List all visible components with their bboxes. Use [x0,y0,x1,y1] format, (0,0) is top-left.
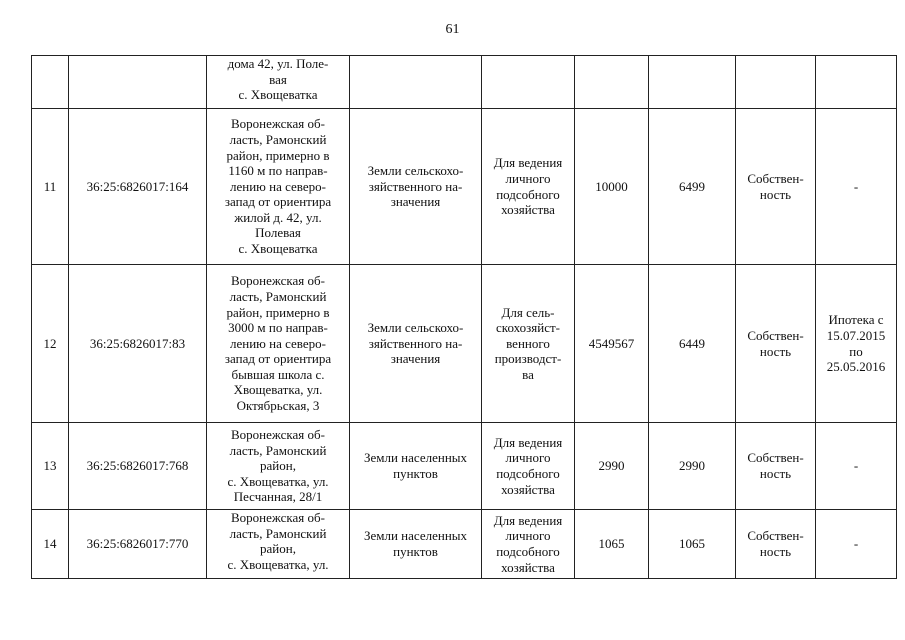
land-registry-table [31,55,897,579]
cell-address: Воронежская об- ласть, Рамонский район, с. Хвощеватка, ул. [207,510,350,579]
cell-use: Для ведения личного подсобного хозяйства [482,510,575,579]
cell-area: 4549567 [575,265,649,423]
cell-number: 14 [32,510,69,579]
cell-use: Для ведения личного подсобного хозяйства [482,109,575,265]
cell-encumbrance: Ипотека с 15.07.2015 по 25.05.2016 [816,265,897,423]
cell-use: Для ведения личного подсобного хозяйства [482,423,575,510]
cell-category: Земли населенных пунктов [350,510,482,579]
cell-value: 6499 [649,109,736,265]
cell-address: Воронежская об- ласть, Рамонский район, примерно в 1160 м по направ- лению на северо- запад от ориентира жилой д. 42, ул. Полевая с. Хвощеватка [207,109,350,265]
table-row [32,265,897,423]
cell-right: Собствен- ность [736,109,816,265]
cell-address: Воронежская об- ласть, Рамонский район, примерно в 3000 м по направ- лению на северо- запад от ориентира бывшая школа с. Хвощеватка, ул. Октябрьская, 3 [207,265,350,423]
cell-area: 10000 [575,109,649,265]
cell-value: 2990 [649,423,736,510]
cell-encumbrance: - [816,423,897,510]
cell-category: Земли сельскохо- зяйственного на- значения [350,265,482,423]
table-row [32,109,897,265]
cell-area: 2990 [575,423,649,510]
cell-area: 1065 [575,510,649,579]
cell-encumbrance: - [816,109,897,265]
cell-value: 6449 [649,265,736,423]
cell-cadastral: 36:25:6826017:770 [69,510,207,579]
table-row [32,510,897,579]
cell-right: Собствен- ность [736,265,816,423]
table-row [32,423,897,510]
cell-address: Воронежская об- ласть, Рамонский район, с. Хвощеватка, ул. Песчанная, 28/1 [207,423,350,510]
cell-cadastral: 36:25:6826017:768 [69,423,207,510]
cell-cadastral [69,56,207,109]
cell-right: Собствен- ность [736,510,816,579]
cell-number: 12 [32,265,69,423]
cell-right: Собствен- ность [736,423,816,510]
cell-encumbrance [816,56,897,109]
cell-right [736,56,816,109]
cell-category: Земли населенных пунктов [350,423,482,510]
table-row-continuation [32,56,897,109]
cell-use [482,56,575,109]
cell-number [32,56,69,109]
page-number: 61 [445,22,460,37]
cell-value [649,56,736,109]
cell-area [575,56,649,109]
cell-encumbrance: - [816,510,897,579]
cell-cadastral: 36:25:6826017:83 [69,265,207,423]
cell-number: 11 [32,109,69,265]
cell-category: Земли сельскохо- зяйственного на- значения [350,109,482,265]
cell-category [350,56,482,109]
cell-address: дома 42, ул. Поле- вая с. Хвощеватка [207,56,350,109]
cell-cadastral: 36:25:6826017:164 [69,109,207,265]
cell-use: Для сель- скохозяйст- венного производст- ва [482,265,575,423]
cell-number: 13 [32,423,69,510]
cell-value: 1065 [649,510,736,579]
